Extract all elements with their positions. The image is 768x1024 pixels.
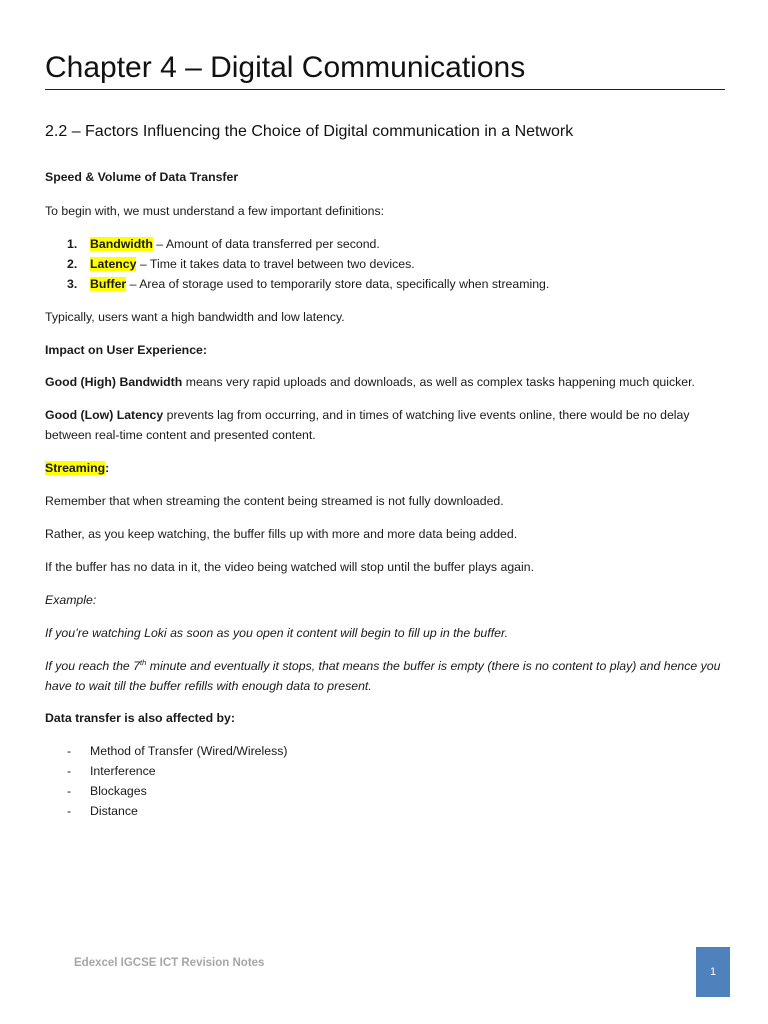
list-number: 1. [67, 237, 78, 251]
factor-text: Blockages [90, 784, 147, 798]
factor-text: Interference [90, 764, 156, 778]
list-item: - Interference [67, 764, 156, 778]
page-number: 1 [709, 966, 717, 978]
streaming-label: Streaming [45, 461, 106, 475]
example-text-b: minute and eventually it stops, that means the buffer is empty (there is no content to play) and hence you have to wait till the buffer refills with enough data to present. [45, 659, 721, 693]
definition-term: Buffer [90, 277, 127, 291]
intro-paragraph: To begin with, we must understand a few important definitions: [45, 204, 385, 218]
definition-item [45, 274, 725, 294]
title-underline [45, 89, 725, 90]
latency-paragraph [45, 405, 725, 445]
definition-item [45, 234, 725, 254]
latency-text: prevents lag from occurring, and in times of watching live events online, there would be no delay between real-time content and presented content. [45, 408, 690, 442]
factor-text: Method of Transfer (Wired/Wireless) [90, 744, 288, 758]
example-label: Example: [45, 593, 97, 607]
definition-text: – Amount of data transferred per second. [152, 237, 380, 251]
streaming-heading [45, 458, 725, 478]
list-item: - Method of Transfer (Wired/Wireless) [67, 744, 288, 758]
factor-text: Distance [90, 804, 138, 818]
example-paragraph-1: If you’re watching Loki as soon as you open it content will begin to fill up in the buffer. [45, 626, 509, 640]
latency-bold: Good (Low) Latency [45, 408, 164, 422]
streaming-colon: : [105, 461, 110, 475]
impact-heading: Impact on User Experience: [45, 343, 207, 357]
example-paragraph-2 [45, 656, 725, 696]
chapter-title: Chapter 4 – Digital Communications [45, 51, 526, 84]
list-number: 2. [67, 257, 78, 271]
speed-heading: Speed & Volume of Data Transfer [45, 170, 239, 184]
section-heading: 2.2 – Factors Influencing the Choice of Digital communication in a Network [45, 123, 574, 140]
definition-text: – Time it takes data to travel between two devices. [136, 257, 415, 271]
bandwidth-text: means very rapid uploads and downloads, as well as complex tasks happening much quicker. [182, 375, 695, 389]
bandwidth-bold: Good (High) Bandwidth [45, 375, 183, 389]
typically-paragraph: Typically, users want a high bandwidth and low latency. [45, 310, 345, 324]
bandwidth-paragraph [45, 372, 725, 392]
definition-item [45, 254, 725, 274]
definitions-list [45, 234, 725, 294]
stream-paragraph-3: If the buffer has no data in it, the video being watched will stop until the buffer plays again. [45, 560, 535, 574]
stream-paragraph-1: Remember that when streaming the content being streamed is not fully downloaded. [45, 494, 504, 508]
factors-list [45, 741, 725, 821]
list-item: - Distance [67, 804, 138, 818]
definition-term: Latency [90, 257, 137, 271]
definition-text: – Area of storage used to temporarily store data, specifically when streaming. [126, 277, 550, 291]
definition-term: Bandwidth [90, 237, 153, 251]
list-number: 3. [67, 277, 78, 291]
stream-paragraph-2: Rather, as you keep watching, the buffer fills up with more and more data being added. [45, 527, 518, 541]
affected-heading: Data transfer is also affected by: [45, 711, 235, 725]
list-item: - Blockages [67, 784, 147, 798]
footer-text: Edexcel IGCSE ICT Revision Notes [74, 957, 265, 969]
page-number-box [696, 947, 730, 997]
ordinal-superscript: th [140, 657, 147, 667]
example-text-a: If you reach the 7 [45, 659, 141, 673]
